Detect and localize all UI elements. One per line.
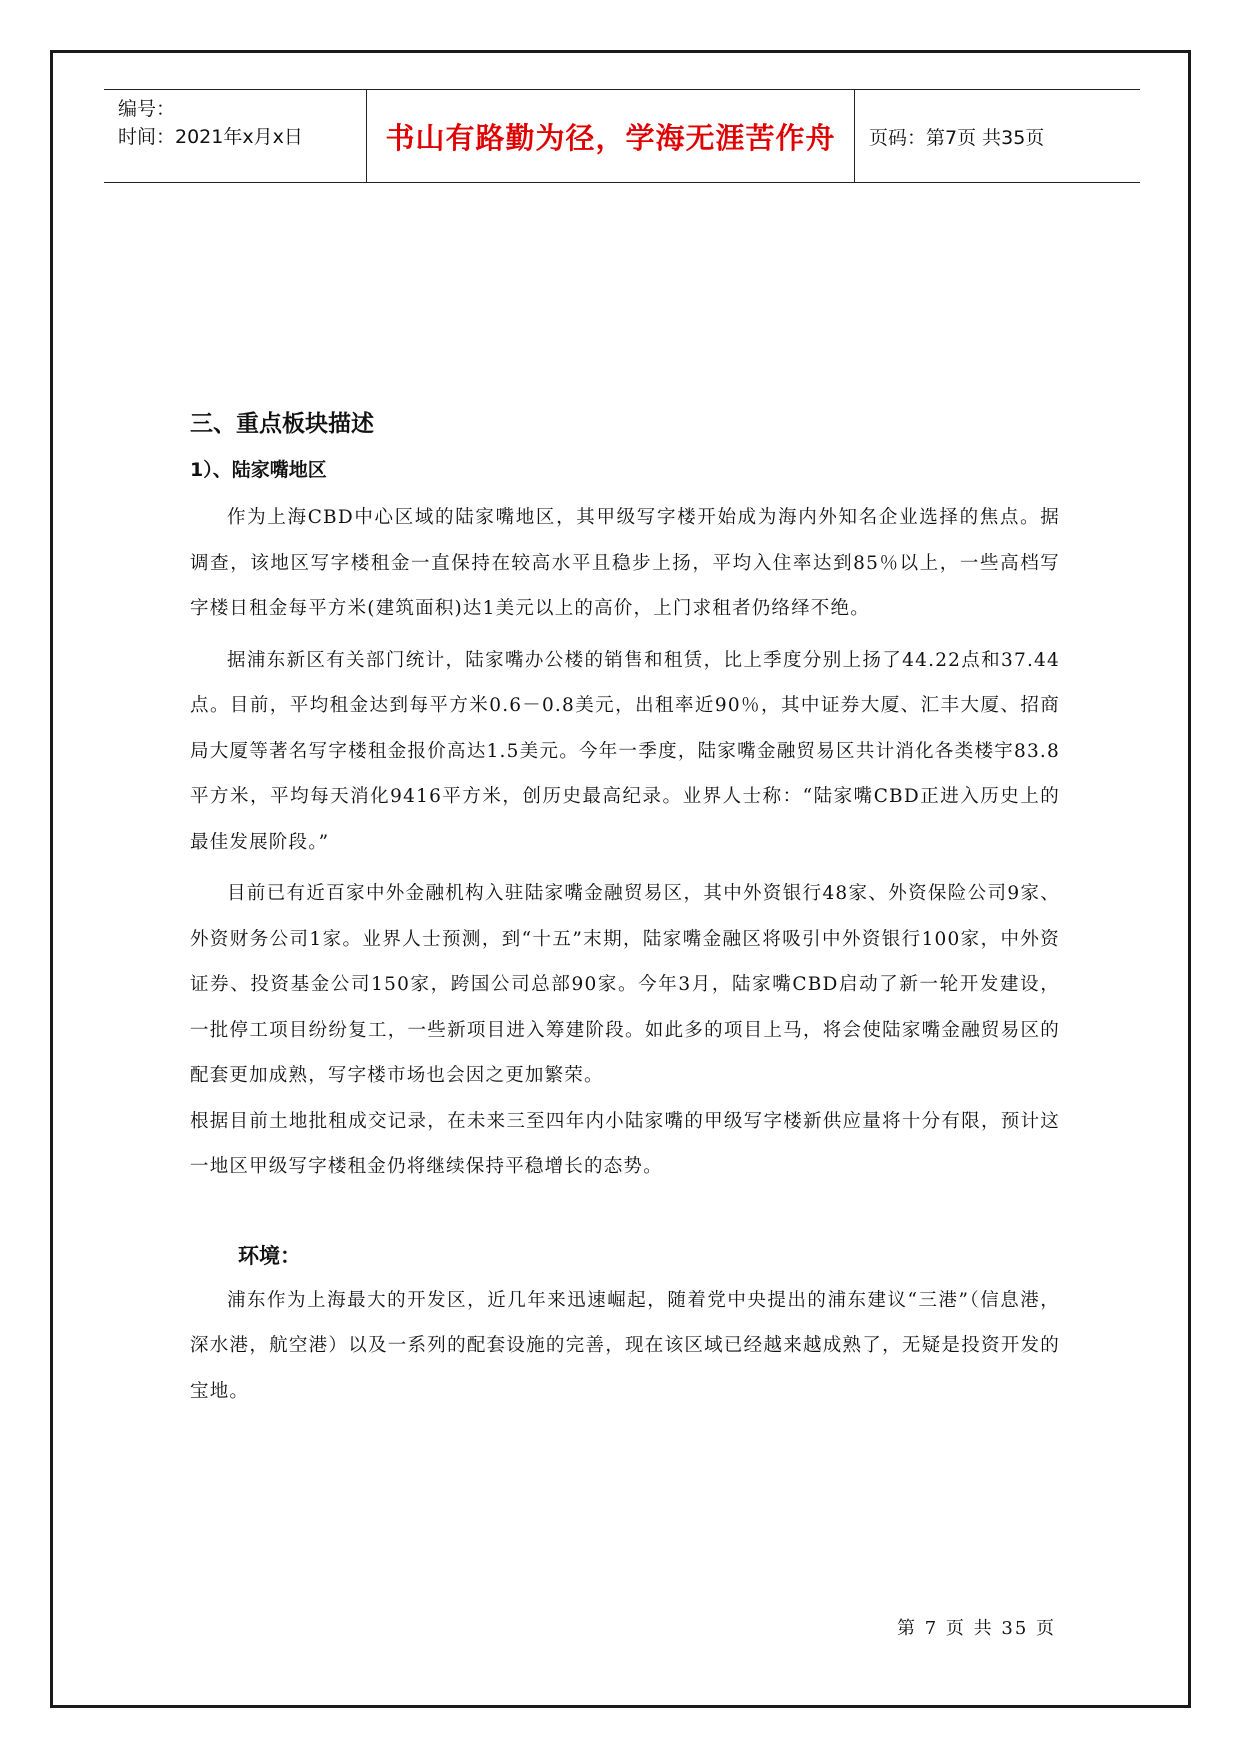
page-footer: 第 7 页 共 35 页 xyxy=(897,1618,1056,1639)
environment-paragraph: 浦东作为上海最大的开发区，近几年来迅速崛起，随着党中央提出的浦东建议“三港”（信息港，深水港，航空港）以及一系列的配套设施的完善，现在该区域已经越来越成熟了，无疑是投资开发的宝地。 xyxy=(190,1289,1060,1402)
body-paragraph: 据浦东新区有关部门统计，陆家嘴办公楼的销售和租赁，比上季度分别上扬了44.22点和37.44点。目前，平均租金达到每平方米0.6－0.8美元，出租率近90％，其中证券大厦、汇丰大厦、招商局大厦等著名写字楼租金报价高达1.5美元。今年一季度，陆家嘴金融贸易区共计消化各类楼宇83.8平方米，平均每天消化9416平方米，创历史最高纪录。业界人士称：“陆家嘴CBD正进入历史上的最佳发展阶段。” xyxy=(190,649,1060,853)
body-paragraph: 根据目前土地批租成交记录，在未来三至四年内小陆家嘴的甲级写字楼新供应量将十分有限，预计这一地区甲级写字楼租金仍将继续保持平稳增长的态势。 xyxy=(190,1110,1060,1177)
document-body xyxy=(190,405,1060,1414)
environment-title: 环境： xyxy=(238,1243,301,1268)
document-date: 时间：2021年x月x日 xyxy=(118,126,303,148)
body-paragraph: 目前已有近百家中外金融机构入驻陆家嘴金融贸易区，其中外资银行48家、外资保险公司9家、外资财务公司1家。业界人士预测，到“十五”末期，陆家嘴金融区将吸引中外资银行100家，中外资证券、投资基金公司150家，跨国公司总部90家。今年3月，陆家嘴CBD启动了新一轮开发建设，一批停工项目纷纷复工，一些新项目进入筹建阶段。如此多的项目上马，将会使陆家嘴金融贸易区的配套更加成熟，写字楼市场也会因之更加繁荣。 xyxy=(190,883,1060,1086)
header-page-number: 页码：第7页 共35页 xyxy=(869,126,1045,149)
page-header xyxy=(104,89,1140,183)
section-title: 三、重点板块描述 xyxy=(190,411,374,437)
document-number-label: 编号： xyxy=(118,98,176,120)
body-paragraph: 作为上海CBD中心区域的陆家嘴地区，其甲级写字楼开始成为海内外知名企业选择的焦点。据调查，该地区写字楼租金一直保持在较高水平且稳步上扬，平均入住率达到85％以上，一些高档写字楼日租金每平方米(建筑面积)达1美元以上的高价，上门求租者仍络绎不绝。 xyxy=(190,507,1060,619)
subsection-title: 1）、陆家嘴地区 xyxy=(190,459,327,481)
header-meta xyxy=(104,90,367,182)
header-motto: 书山有路勤为径，学海无涯苦作舟 xyxy=(367,90,855,182)
